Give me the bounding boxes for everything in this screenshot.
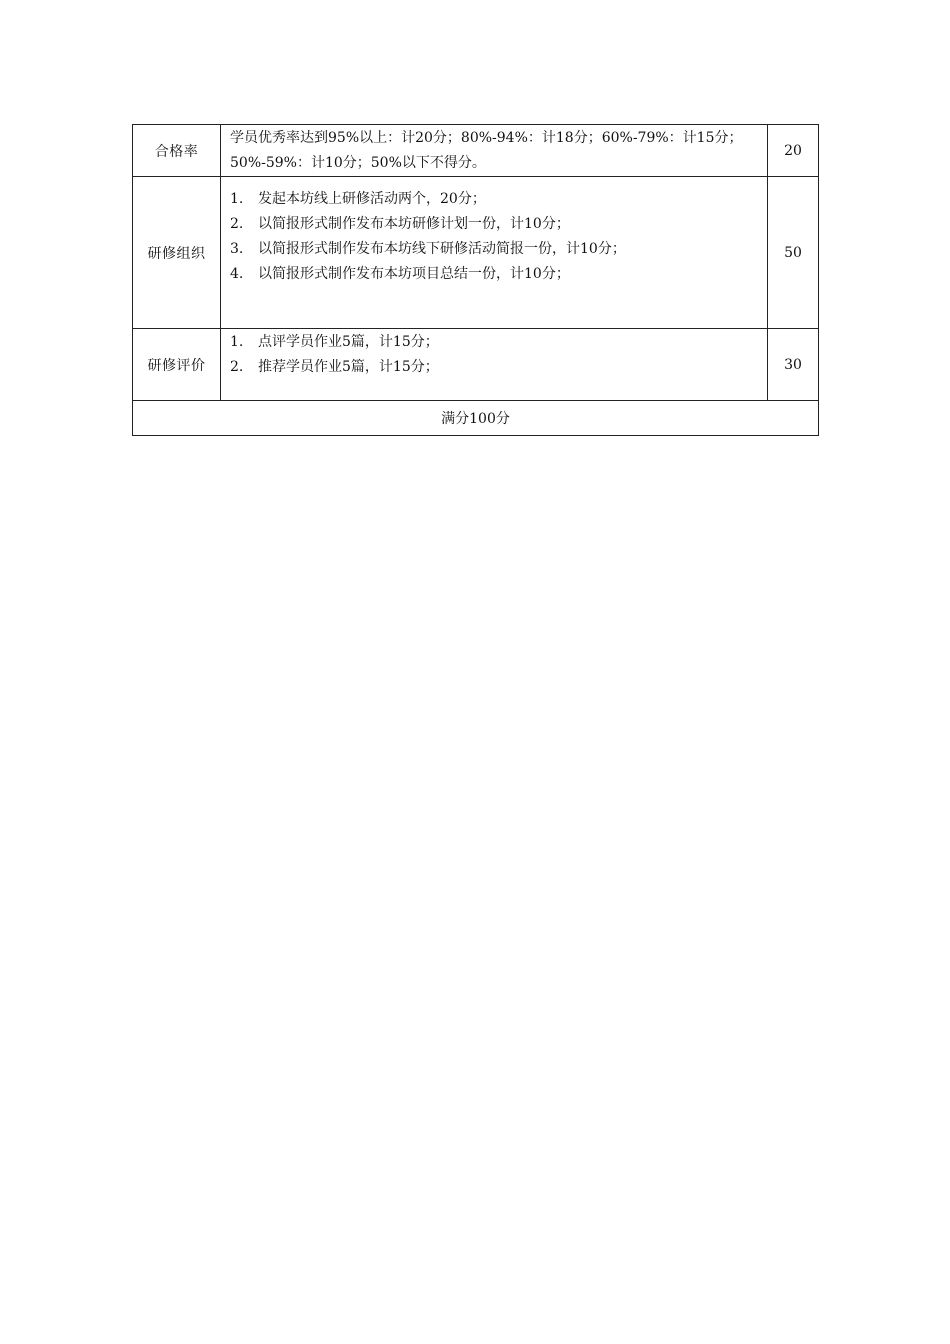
row-score: 30 <box>768 329 819 401</box>
item-number: 4. <box>230 266 244 282</box>
item-text: 以简报形式制作发布本坊项目总结一份，计10分； <box>258 266 570 282</box>
list-item <box>230 187 759 212</box>
list-item <box>230 330 759 355</box>
table-row <box>133 125 819 177</box>
scoring-table <box>132 124 819 436</box>
item-number: 1. <box>230 191 244 207</box>
list-item <box>230 262 759 287</box>
row-description <box>221 329 768 401</box>
row-category: 合格率 <box>133 125 221 177</box>
item-text: 点评学员作业5篇，计15分； <box>258 334 439 350</box>
row-score: 20 <box>768 125 819 177</box>
total-score: 满分100分 <box>133 401 819 436</box>
table-row <box>133 177 819 329</box>
item-number: 2. <box>230 359 244 375</box>
total-row <box>133 401 819 436</box>
list-item <box>230 237 759 262</box>
item-number: 2. <box>230 216 244 232</box>
item-text: 推荐学员作业5篇，计15分； <box>258 359 439 375</box>
item-number: 3. <box>230 241 244 257</box>
row-score: 50 <box>768 177 819 329</box>
item-text: 以简报形式制作发布本坊研修计划一份，计10分； <box>258 216 570 232</box>
row-category: 研修组织 <box>133 177 221 329</box>
item-text: 发起本坊线上研修活动两个，20分； <box>258 191 486 207</box>
item-text: 以简报形式制作发布本坊线下研修活动简报一份，计10分； <box>258 241 626 257</box>
item-number: 1. <box>230 334 244 350</box>
table-row <box>133 329 819 401</box>
row-description: 学员优秀率达到95%以上：计20分；80%-94%：计18分；60%-79%：计15分；50%-59%：计10分；50%以下不得分。 <box>221 125 768 177</box>
list-item <box>230 355 759 380</box>
row-category: 研修评价 <box>133 329 221 401</box>
list-item <box>230 212 759 237</box>
row-description <box>221 177 768 329</box>
